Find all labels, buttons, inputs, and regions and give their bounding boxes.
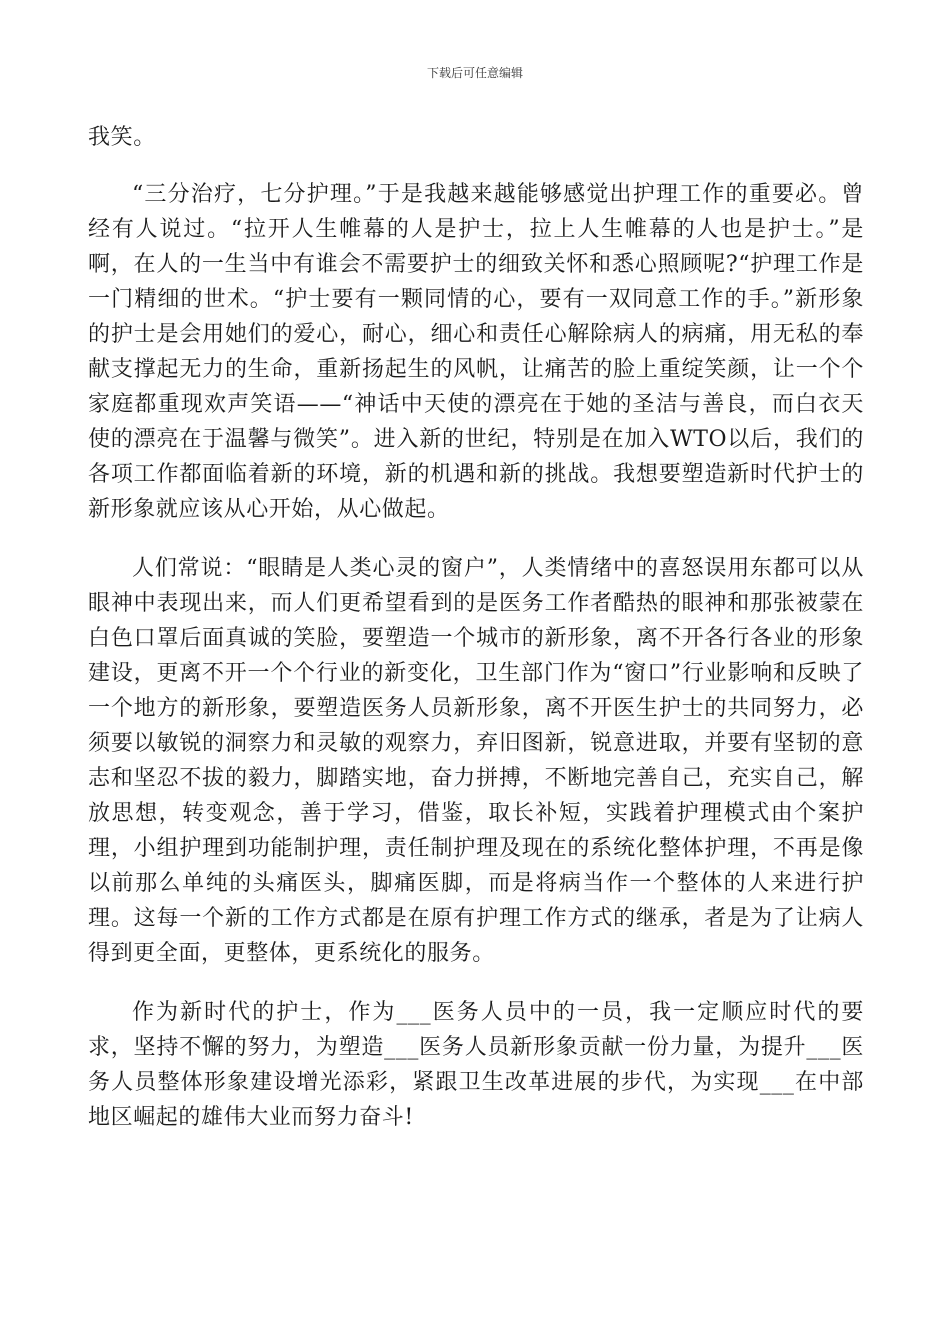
paragraph-4: 作为新时代的护士，作为___医务人员中的一员，我一定顺应时代的要求，坚持不懈的努力，为塑造___医务人员新形象贡献一份力量，为提升___医务人员整体形象建设增光添彩，紧跟卫生改革进展的步代，为实现___在中部地区崛起的雄伟大业而努力奋斗! [88, 1000, 864, 1130]
paragraph-2: “三分治疗，七分护理。”于是我越来越能够感觉出护理工作的重要必。曾经有人说过。“拉开人生帷幕的人是护士，拉上人生帷幕的人也是护士。”是啊，在人的一生当中有谁会不需要护士的细致关怀和悉心照顾呢?“护理工作是一门精细的世术。“护士要有一颗同情的心，要有一双同意工作的手。”新形象的护士是会用她们的爱心，耐心，细心和责任心解除病人的病痛，用无私的奉献支撑起无力的生命，重新扬起生的风帆，让痛苦的脸上重绽笑颜，让一个个家庭都重现欢声笑语——“神话中天使的漂亮在于她的圣洁与善良，而白衣天使的漂亮在于温馨与微笑”。进入新的世纪，特别是在加入WTO以后，我们的各项工作都面临着新的环境，新的机遇和新的挑战。我想要塑造新时代护士的新形象就应该从心开始，从心做起。 [88, 182, 864, 522]
paragraph-3: 人们常说：“眼睛是人类心灵的窗户”，人类情绪中的喜怒误用东都可以从眼神中表现出来，而人们更希望看到的是医务工作者酷热的眼神和那张被蒙在白色口罩后面真诚的笑脸，要塑造一个城市的新形象，离不开各行各业的形象建设，更离不开一个个行业的新变化，卫生部门作为“窗口”行业影响和反映了一个地方的新形象，要塑造医务人员新形象，离不开医生护士的共同努力，必须要以敏锐的洞察力和灵敏的观察力，弃旧图新，锐意进取，并要有坚韧的意志和坚忍不拔的毅力，脚踏实地，奋力拼搏，不断地完善自己，充实自己，解放思想，转变观念，善于学习，借鉴，取长补短，实践着护理模式由个案护理，小组护理到功能制护理，责任制护理及现在的系统化整体护理，不再是像以前那么单纯的头痛医头，脚痛医脚，而是将病当作一个整体的人来进行护理。这每一个新的工作方式都是在原有护理工作方式的继承，者是为了让病人得到更全面，更整体，更系统化的服务。 [88, 556, 864, 966]
document-body [88, 120, 864, 1135]
page-header: 下载后可任意编辑 [426, 66, 523, 80]
paragraph-1: 我笑。 [88, 125, 156, 150]
